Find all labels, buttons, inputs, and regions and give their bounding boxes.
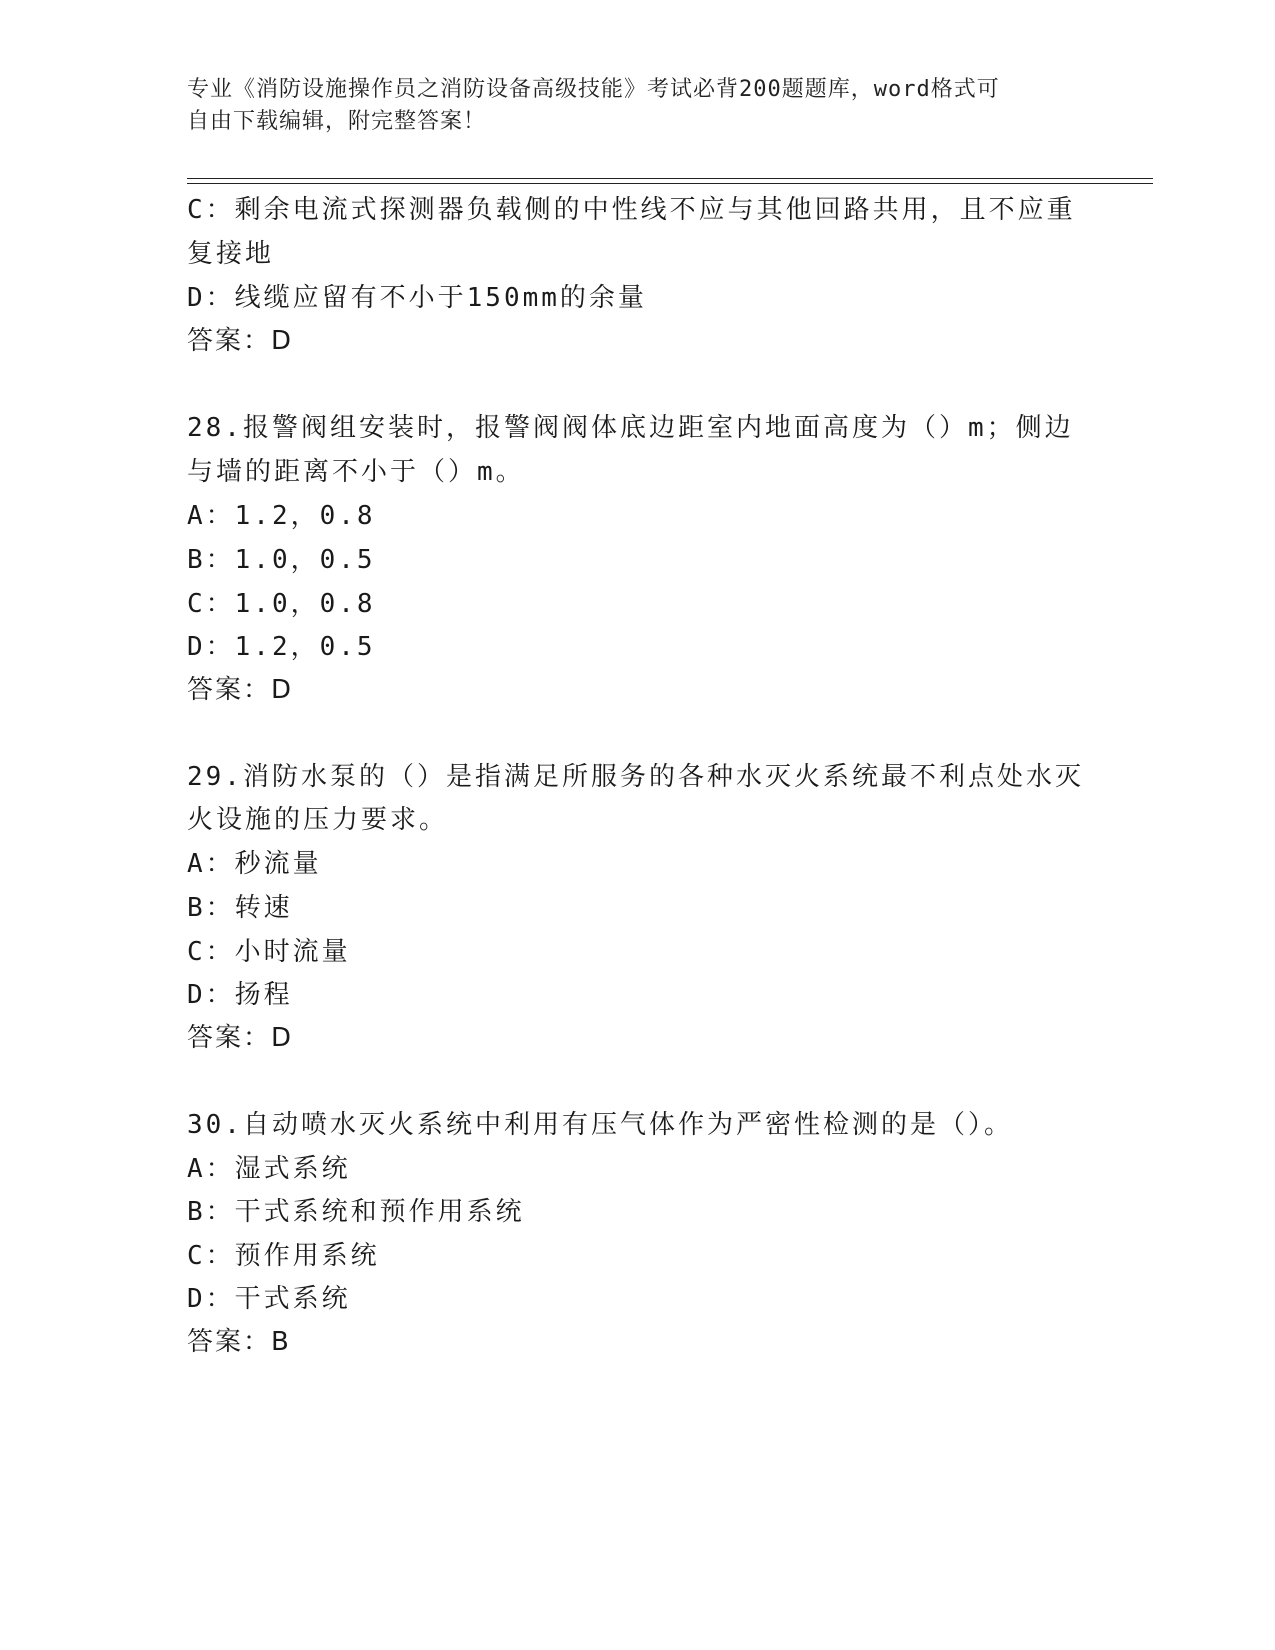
option-c: C：预作用系统 [187,1241,380,1271]
header-divider-bottom [187,183,1153,184]
option-c: C：1.0，0.8 [187,589,376,619]
option-a: A：湿式系统 [187,1154,351,1184]
document-header [187,74,1067,138]
question-stem-line-1: 28.报警阀组安装时，报警阀阀体底边距室内地面高度为（）m；侧边 [187,413,1074,443]
question-stem-line-1: 30.自动喷水灭火系统中利用有压气体作为严密性检测的是（）。 [187,1110,1013,1140]
answer: 答案：D [187,1023,294,1053]
option-c-line-2: 复接地 [187,239,275,269]
option-a: A：秒流量 [187,849,322,879]
answer: 答案：B [187,1327,291,1357]
answer: 答案：D [187,675,294,705]
option-c: C：小时流量 [187,937,351,967]
option-d: D：线缆应留有不小于150mm的余量 [187,283,647,313]
option-b: B：1.0，0.5 [187,545,376,575]
question-stem-line-2: 火设施的压力要求。 [187,805,449,835]
option-a: A：1.2，0.8 [187,501,376,531]
option-d: D：干式系统 [187,1284,351,1314]
option-d: D：扬程 [187,980,293,1010]
option-b: B：转速 [187,893,293,923]
option-b: B：干式系统和预作用系统 [187,1197,525,1227]
option-c-line-1: C：剩余电流式探测器负载侧的中性线不应与其他回路共用，且不应重 [187,195,1076,225]
header-divider-top [187,178,1153,179]
header-line-1: 专业《消防设施操作员之消防设备高级技能》考试必背200题题库，word格式可 [187,77,1000,102]
answer: 答案：D [187,326,294,356]
header-line-2: 自由下载编辑，附完整答案！ [187,109,487,134]
question-stem-line-1: 29.消防水泵的（）是指满足所服务的各种水灭火系统最不利点处水灭 [187,762,1084,792]
question-stem-line-2: 与墙的距离不小于（）m。 [187,457,525,487]
option-d: D：1.2，0.5 [187,632,376,662]
